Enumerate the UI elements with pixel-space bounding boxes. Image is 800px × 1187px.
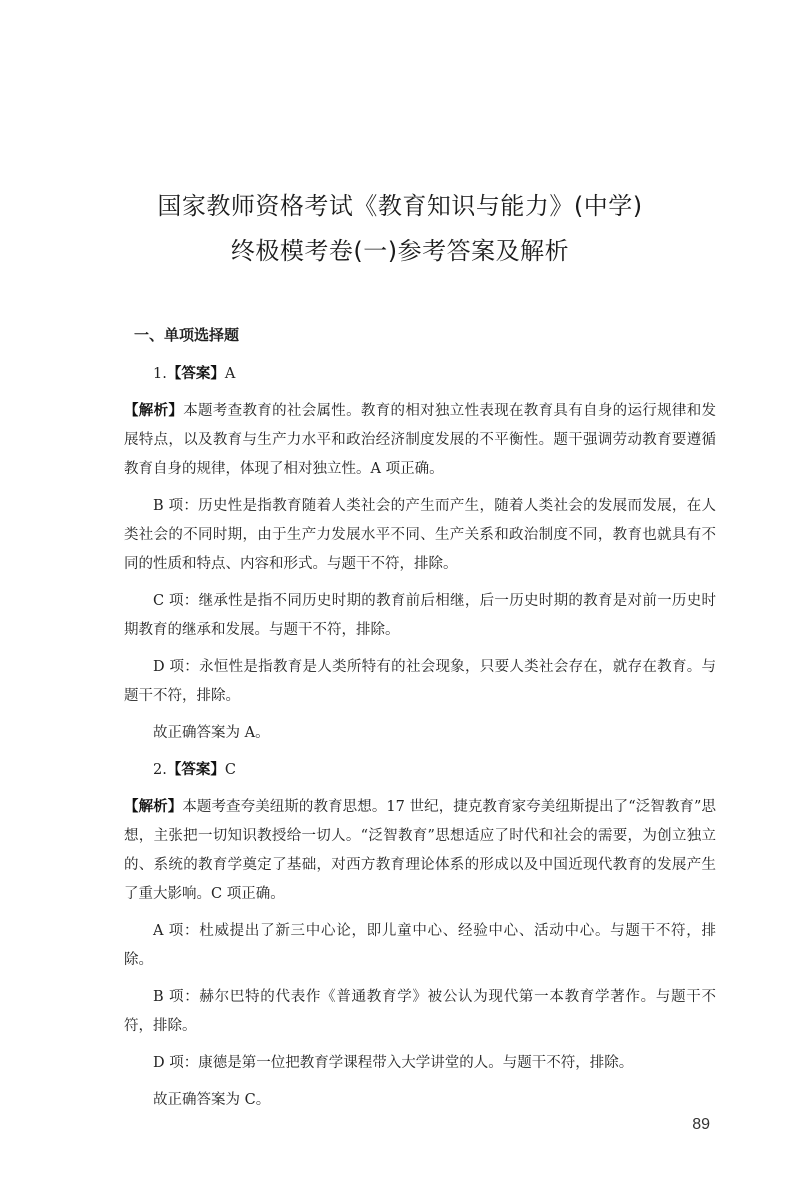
q2-answer-line (124, 756, 716, 785)
q1-answer-line (124, 360, 716, 389)
q1-conclusion: 故正确答案为 A。 (153, 725, 270, 741)
q1-answer-value: A (224, 366, 236, 382)
q1-answer-tag: 【答案】 (166, 366, 225, 382)
q1-option-d: D 项：永恒性是指教育是人类所特有的社会现象，只要人类社会存在，就存在教育。与题干不符，排除。 (124, 659, 716, 704)
q2-analysis (124, 793, 716, 909)
q2-analysis-tag: 【解析】 (124, 799, 183, 815)
q1-analysis-text: 本题考查教育的社会属性。教育的相对独立性表现在教育具有自身的运行规律和发展特点，以及教育与生产力水平和政治经济制度发展的不平衡性。题干强调劳动教育要遵循教育自身的规律，体现了相对独立性。A 项正确。 (124, 403, 717, 477)
title-line-2: 终极模考卷(一)参考答案及解析 (230, 237, 570, 265)
q1-analysis-tag: 【解析】 (124, 403, 184, 419)
q2-conclusion: 故正确答案为 C。 (153, 1092, 271, 1108)
q2-number: 2. (153, 762, 167, 778)
answer-content (124, 324, 716, 1123)
q2-option-d: D 项：康德是第一位把教育学课程带入大学讲堂的人。与题干不符，排除。 (153, 1055, 634, 1071)
q2-analysis-text: 本题考查夸美纽斯的教育思想。17 世纪，捷克教育家夸美纽斯提出了“泛智教育”思想，主张把一切知识教授给一切人。“泛智教育”思想适应了时代和社会的需要，为创立独立的、系统的教育学奠定了基础，对西方教育理论体系的形成以及中国近现代教育的发展产生了重大影响。C 项正确。 (124, 799, 716, 902)
q2-answer-tag: 【答案】 (166, 762, 225, 778)
q2-option-a: A 项：杜威提出了新三中心论，即儿童中心、经验中心、活动中心。与题干不符，排除。 (124, 923, 716, 968)
q1-number: 1. (153, 366, 167, 382)
page-number: 89 (692, 1116, 710, 1133)
q1-option-b: B 项：历史性是指教育随着人类社会的产生而产生，随着人类社会的发展而发展，在人类社会的不同时期，由于生产力发展水平不同、生产关系和政治制度不同，教育也就具有不同的性质和特点、内容和形式。与题干不符，排除。 (124, 498, 716, 572)
q1-option-c: C 项：继承性是指不同历史时期的教育前后相继，后一历史时期的教育是对前一历史时期教育的继承和发展。与题干不符，排除。 (124, 593, 716, 638)
title-line-1: 国家教师资格考试《教育知识与能力》(中学) (157, 192, 643, 220)
q2-option-b: B 项：赫尔巴特的代表作《普通教育学》被公认为现代第一本教育学著作。与题干不符，排除。 (124, 989, 716, 1034)
q2-answer-value: C (224, 762, 236, 778)
section-heading: 一、单项选择题 (134, 326, 240, 344)
q1-analysis (124, 397, 716, 484)
